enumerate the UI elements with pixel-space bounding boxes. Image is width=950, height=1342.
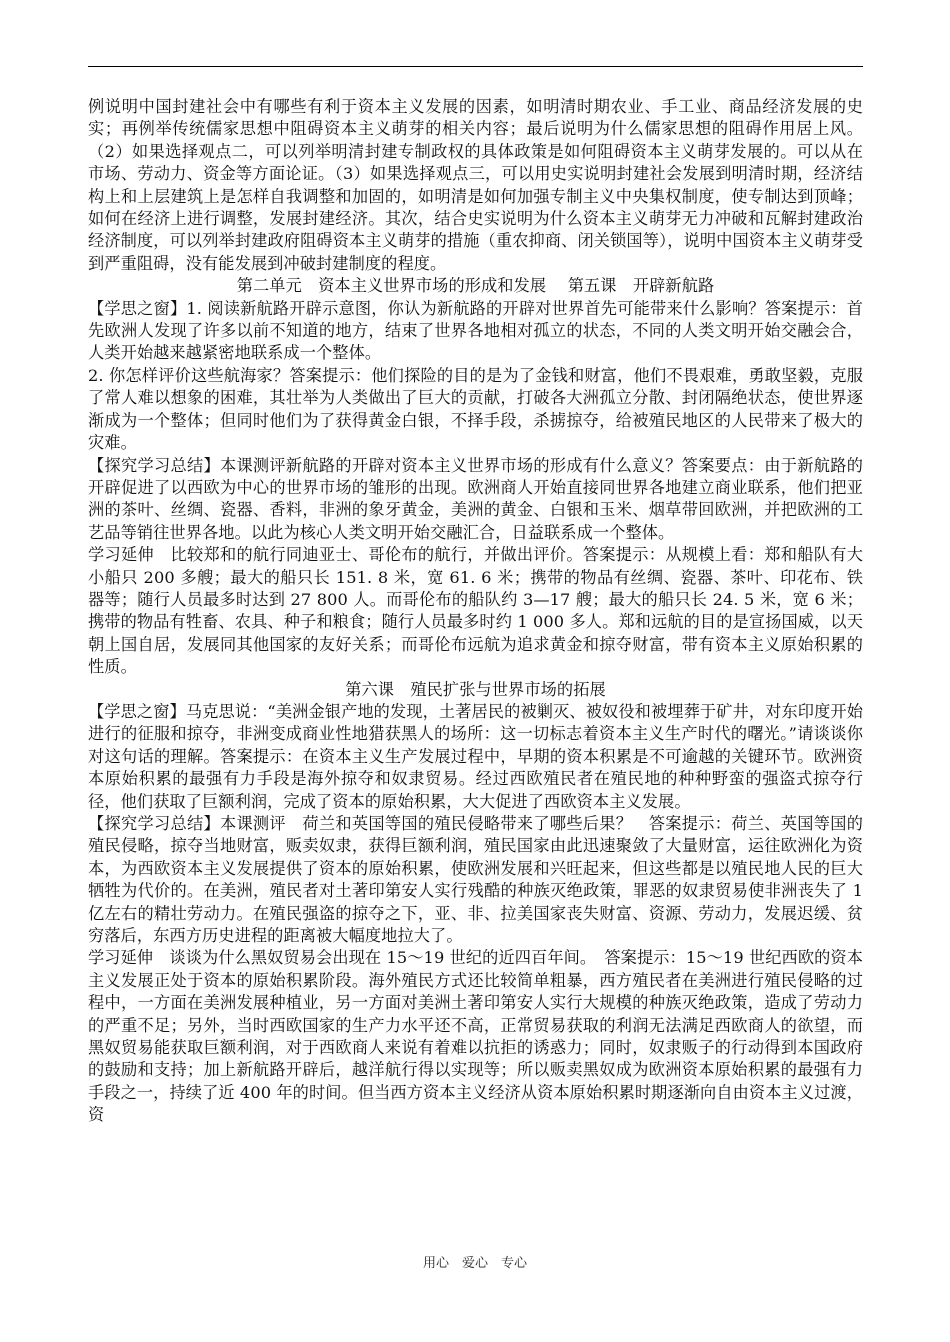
- paragraph-tanjiu-6: 【探究学习总结】本课测评 荷兰和英国等国的殖民侵略带来了哪些后果？ 答案提示：荷兰、英国等国的殖民侵略，掠夺当地财富，贩卖奴隶，获得巨额利润，殖民国家由此迅速聚敛了大量财富，运往欧洲化为资本，为西欧资本主义发展提供了资本的原始积累，使欧洲发展和兴旺起来，但这些都是以殖民地人民的巨大牺牲为代价的。在美洲，殖民者对土著印第安人实行残酷的种族灭绝政策，罪恶的奴隶贸易使非洲丧失了 1 亿左右的精壮劳动力。在殖民强盗的掠夺之下，亚、非、拉美国家丧失财富、资源、劳动力，发展迟缓、贫穷落后，东西方历史进程的距离被大幅度地拉大了。: [88, 814, 863, 946]
- lesson-6-heading: 第六课 殖民扩张与世界市场的拓展: [345, 679, 606, 699]
- header-rule: [88, 66, 863, 67]
- page-footer: 用心 爱心 专心: [422, 1256, 527, 1271]
- paragraph-yanshen-6: 学习延伸 谈谈为什么黑奴贸易会出现在 15～19 世纪的近四百年间。 答案提示：15～19 世纪西欧的资本主义发展正处于资本的原始积累阶段。海外殖民方式还比较简单粗暴，西方殖民者在美洲进行殖民侵略的过程中，一方面在美洲发展种植业，另一方面对美洲土著印第安人实行大规模的种族灭绝政策，造成了劳动力的严重不足；另外，当时西欧国家的生产力水平还不高，正常贸易获取的利润无法满足西欧商人的欲望，而黑奴贸易能获取巨额利润，对于西欧商人来说有着难以抗拒的诱惑力；同时，奴隶贩子的行动得到本国政府的鼓励和支持；加上新航路开辟后，越洋航行得以实现等；所以贩卖黑奴成为欧洲资本原始积累的最强有力手段之一，持续了近 400 年的时间。但当西方资本主义经济从资本原始积累时期逐渐向自由资本主义过渡，资: [88, 948, 863, 1125]
- unit-lesson-heading: 第二单元 资本主义世界市场的形成和发展 第五课 开辟新航路: [236, 276, 715, 296]
- paragraph-intro: 例说明中国封建社会中有哪些有利于资本主义发展的因素，如明清时期农业、手工业、商品经济发展的史实；再例举传统儒家思想中阻碍资本主义萌芽的相关内容；最后说明为什么儒家思想的阻碍作用居上风。（2）如果选择观点二，可以列举明清封建专制政权的具体政策是如何阻碍资本主义萌芽发展的。可以从在市场、劳动力、资金等方面论证。（3）如果选择观点三，可以用史实说明封建社会发展到明清时期，经济结构上和上层建筑上是怎样自我调整和加固的，如明清是如何加强专制主义中央集权制度，使专制达到顶峰；如何在经济上进行调整，发展封建经济。其次，结合史实说明为什么资本主义萌芽无力冲破和瓦解封建政治经济制度，可以列举封建政府阻碍资本主义萌芽的措施（重农抑商、闭关锁国等），说明中国资本主义萌芽受到严重阻碍，没有能发展到冲破封建制度的程度。: [88, 97, 863, 273]
- paragraph-yanshen-5: 学习延伸 比较郑和的航行同迪亚士、哥伦布的航行，并做出评价。答案提示：从规模上看：郑和船队有大小船只 200 多艘；最大的船只长 151. 8 米，宽 61. 6 米；携带的物品有丝绸、瓷器、茶叶、印花布、铁器等；随行人员最多时达到 27 800 人。而哥伦布的船队约 3—17 艘；最大的船只长 24. 5 米，宽 6 米；携带的物品有牲畜、农具、种子和粮食；随行人员最多时约 1 000 多人。郑和远航的目的是宣扬国威，以天朝上国自居，发展同其他国家的友好关系；而哥伦布远航为追求黄金和掠夺财富，带有资本主义原始积累的性质。: [88, 545, 863, 677]
- paragraph-xuesi-6: 【学思之窗】马克思说：“美洲金银产地的发现，土著居民的被剿灭、被奴役和被埋葬于矿井，对东印度开始进行的征服和掠夺，非洲变成商业性地猎获黑人的场所：这一切标志着资本主义生产时代的曙光。”请谈谈你对这句话的理解。答案提示：在资本主义生产发展过程中，早期的资本积累是不可逾越的关键环节。欧洲资本原始积累的最强有力手段是海外掠夺和奴隶贸易。经过西欧殖民者在殖民地的种种野蛮的强盗式掠夺行径，他们获取了巨额利润，完成了资本的原始积累，大大促进了西欧资本主义发展。: [88, 701, 863, 811]
- document-body: [88, 96, 863, 1127]
- paragraph-xuesi-2: 2. 你怎样评价这些航海家？答案提示：他们探险的目的是为了金钱和财富，他们不畏艰难，勇敢坚毅，克服了常人难以想象的困难，其壮举为人类做出了巨大的贡献，打破各大洲孤立分散、封闭隔绝状态，使世界逐渐成为一个整体；但同时他们为了获得黄金白银，不择手段，杀掳掠夺，给被殖民地区的人民带来了极大的灾难。: [88, 365, 863, 453]
- paragraph-xuesi-1: 【学思之窗】1. 阅读新航路开辟示意图，你认为新航路的开辟对世界首先可能带来什么影响？答案提示：首先欧洲人发现了许多以前不知道的地方，结束了世界各地相对孤立的状态，不同的人类文明开始交融会合，人类开始越来越紧密地联系成一个整体。: [88, 298, 863, 363]
- paragraph-tanjiu-5: 【探究学习总结】本课测评新航路的开辟对资本主义世界市场的形成有什么意义？答案要点：由于新航路的开辟促进了以西欧为中心的世界市场的雏形的出现。欧洲商人开始直接同世界各地建立商业联系，他们把亚洲的茶叶、丝绸、瓷器、香料，非洲的象牙黄金，美洲的黄金、白银和玉米、烟草带回欧洲，并把欧洲的工艺品等销往世界各地。以此为核心人类文明开始交融汇合，日益联系成一个整体。: [88, 455, 863, 542]
